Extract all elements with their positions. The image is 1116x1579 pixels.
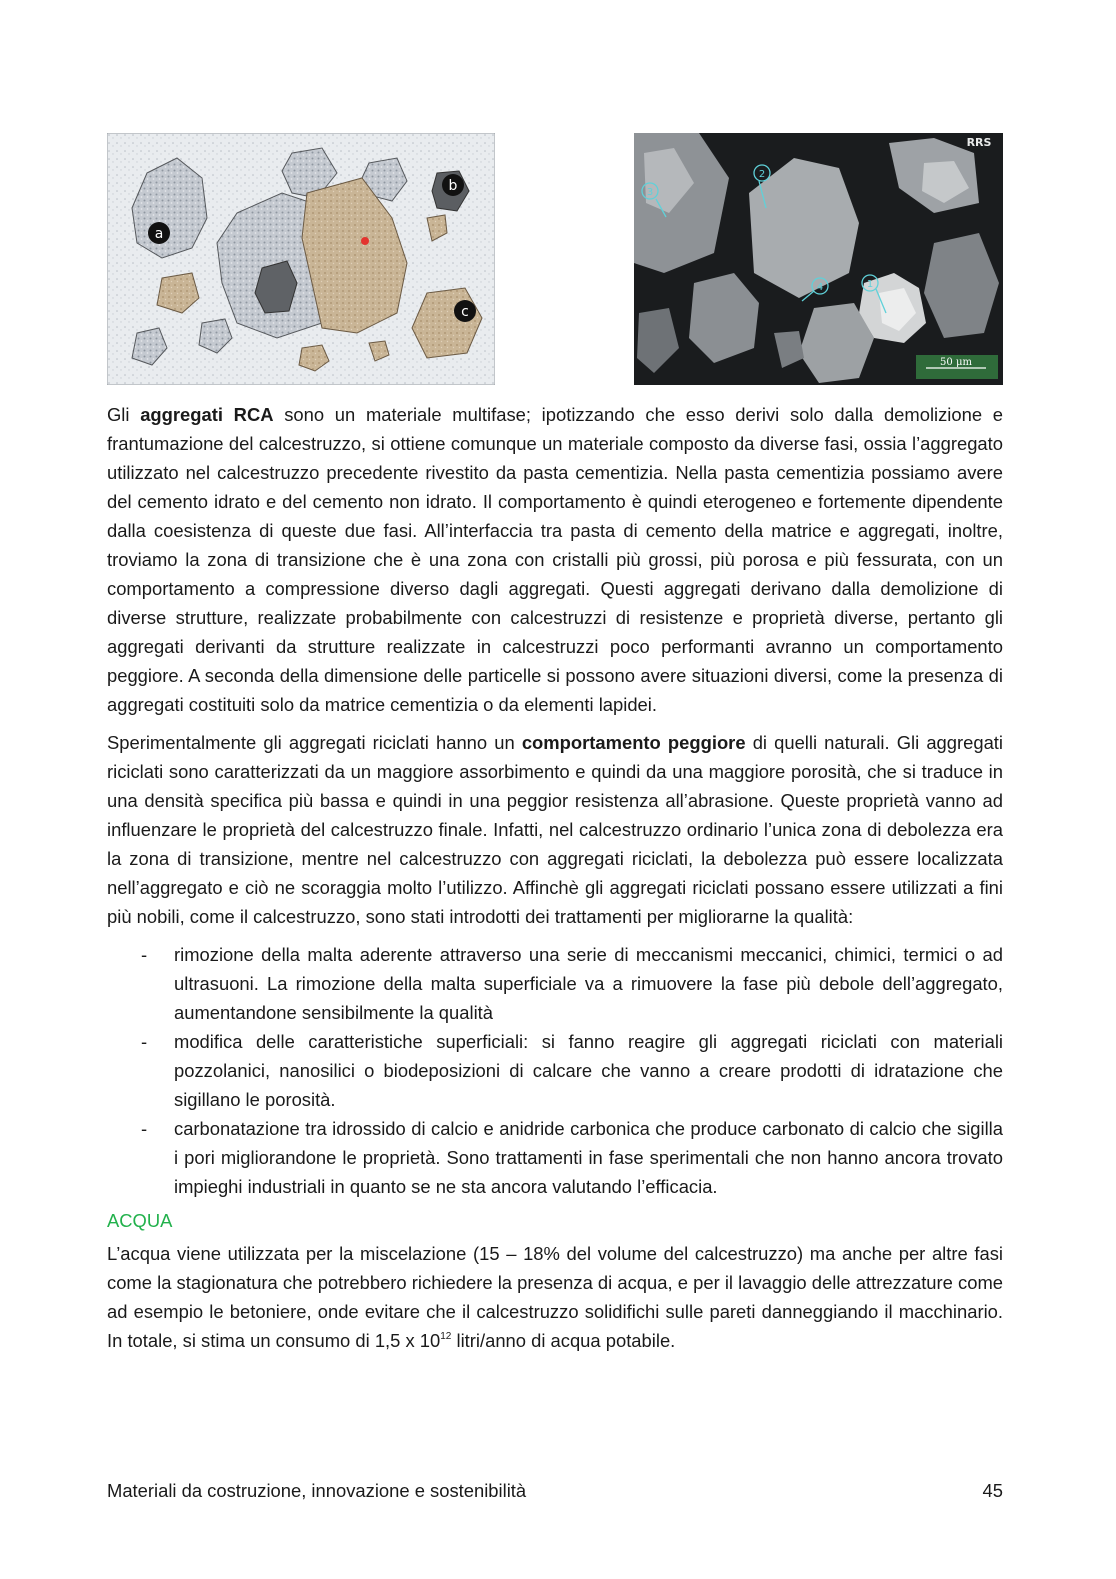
footer-title: Materiali da costruzione, innovazione e sostenibilità <box>107 1480 527 1501</box>
page-footer <box>107 1478 1003 1504</box>
marker-4: 4 <box>816 282 824 293</box>
rrs-watermark: RRS <box>966 136 992 149</box>
label-a: a <box>154 226 164 242</box>
figures-row <box>107 133 1003 385</box>
list-item: - carbonatazione tra idrossido di calcio e anidride carbonica che produce carbonato di calcio che sigilla i pori migliorandone le proprietà. Sono trattamenti in fase sperimentali che non hanno ancora trovato impieghi industriali in quanto se ne sta ancora valutando l’efficacia. <box>141 1118 1003 1197</box>
paragraph-acqua: L’acqua viene utilizzata per la miscelazione (15 – 18% del volume del calcestruzzo) ma anche per altre fasi come la stagionatura che potrebbero richiedere la presenza di acqua, e per il lavaggio delle attrezzature come ad esempio le betoniere, onde evitare che il calcestruzzo solidifichi sulle pareti danneggiando il macchinario. In totale, si stima un consumo di 1,5 x $10^{12}$ litri/anno di acqua potabile. <box>107 1243 1003 1351</box>
label-c: c <box>461 304 469 320</box>
page-number: 45 <box>982 1480 1003 1501</box>
bold-aggregati-rca: aggregati RCA <box>140 404 274 425</box>
label-b: b <box>448 178 458 194</box>
scale-bar-label: 50 μm <box>940 357 972 368</box>
treatments-list <box>107 940 1003 1201</box>
exponent: 12 <box>440 1331 452 1342</box>
schematic-aggregates-figure <box>107 133 495 385</box>
section-heading-acqua: ACQUA <box>107 1210 173 1231</box>
marker-2: 2 <box>758 169 766 180</box>
paragraph-behaviour: Sperimentalmente gli aggregati riciclati hanno un comportamento peggiore di quelli naturali. Gli aggregati riciclati sono caratterizzati da un maggiore assorbimento e quindi da una maggiore porosità, che si traduce in una densità specifica più bassa e quindi in una peggior resistenza all’abrasione. Queste proprietà vanno ad influenzare le proprietà del calcestruzzo finale. Infatti, nel calcestruzzo ordinario l’unica zona di debolezza era la zona di transizione, mentre nel calcestruzzo con aggregati riciclati, la debolezza può essere localizzata nell’aggregato e ciò ne scoraggia molto l’utilizzo. Affinchè gli aggregati riciclati possano essere utilizzati a fini più nobili, come il calcestruzzo, sono stati introdotti dei trattamenti per migliorarne la qualità: <box>107 732 1004 927</box>
bold-comportamento-peggiore: comportamento peggiore <box>521 732 746 753</box>
marker-1: 1 <box>866 279 874 290</box>
micrograph-figure <box>634 133 1003 385</box>
list-item: - rimozione della malta aderente attraverso una serie di meccanismi meccanici, chimici, termici o ad ultrasuoni. La rimozione della malta superficiale va a rimuovere la fase più debole dell’aggregato, aumentandone sensibilmente la qualità <box>141 944 1003 1023</box>
marker-3: 3 <box>646 187 654 198</box>
list-item: - modifica delle caratteristiche superficiali: si fanno reagire gli aggregati riciclati con materiali pozzolanici, nanosilici o biodeposizioni di calcare che vanno a creare prodotti di idratazione che sigillano le porosità. <box>141 1031 1003 1110</box>
body-text <box>107 400 1003 1364</box>
paragraph-rca: Gli aggregati RCA sono un materiale multifase; ipotizzando che esso derivi solo dalla demolizione e frantumazione del calcestruzzo, si ottiene comunque un materiale composto da diverse fasi, ossia l’aggregato utilizzato nel calcestruzzo precedente rivestito da pasta cementizia. Nella pasta cementizia possiamo avere del cemento idrato e del cemento non idrato. Il comportamento è quindi eterogeneo e fortemente dipendente dalla coesistenza di queste due fasi. All’interfaccia tra pasta di cemento della matrice e aggregati, inoltre, troviamo la zona di transizione che è una zona con cristalli più grossi, più porosa e più fessurata, con un comportamento a compressione diverso dagli aggregati. Questi aggregati derivano dalla demolizione di diverse strutture, realizzate probabilmente con calcestruzzi di resistenze e proprietà diverse, pertanto gli aggregati derivanti da strutture realizzate in calcestruzzi poco performanti avranno un comportamento peggiore. A seconda della dimensione delle particelle si possono avere situazioni diversi, come la presenza di aggregati costituiti solo da matrice cementizia o da elementi lapidei. <box>107 404 1004 715</box>
